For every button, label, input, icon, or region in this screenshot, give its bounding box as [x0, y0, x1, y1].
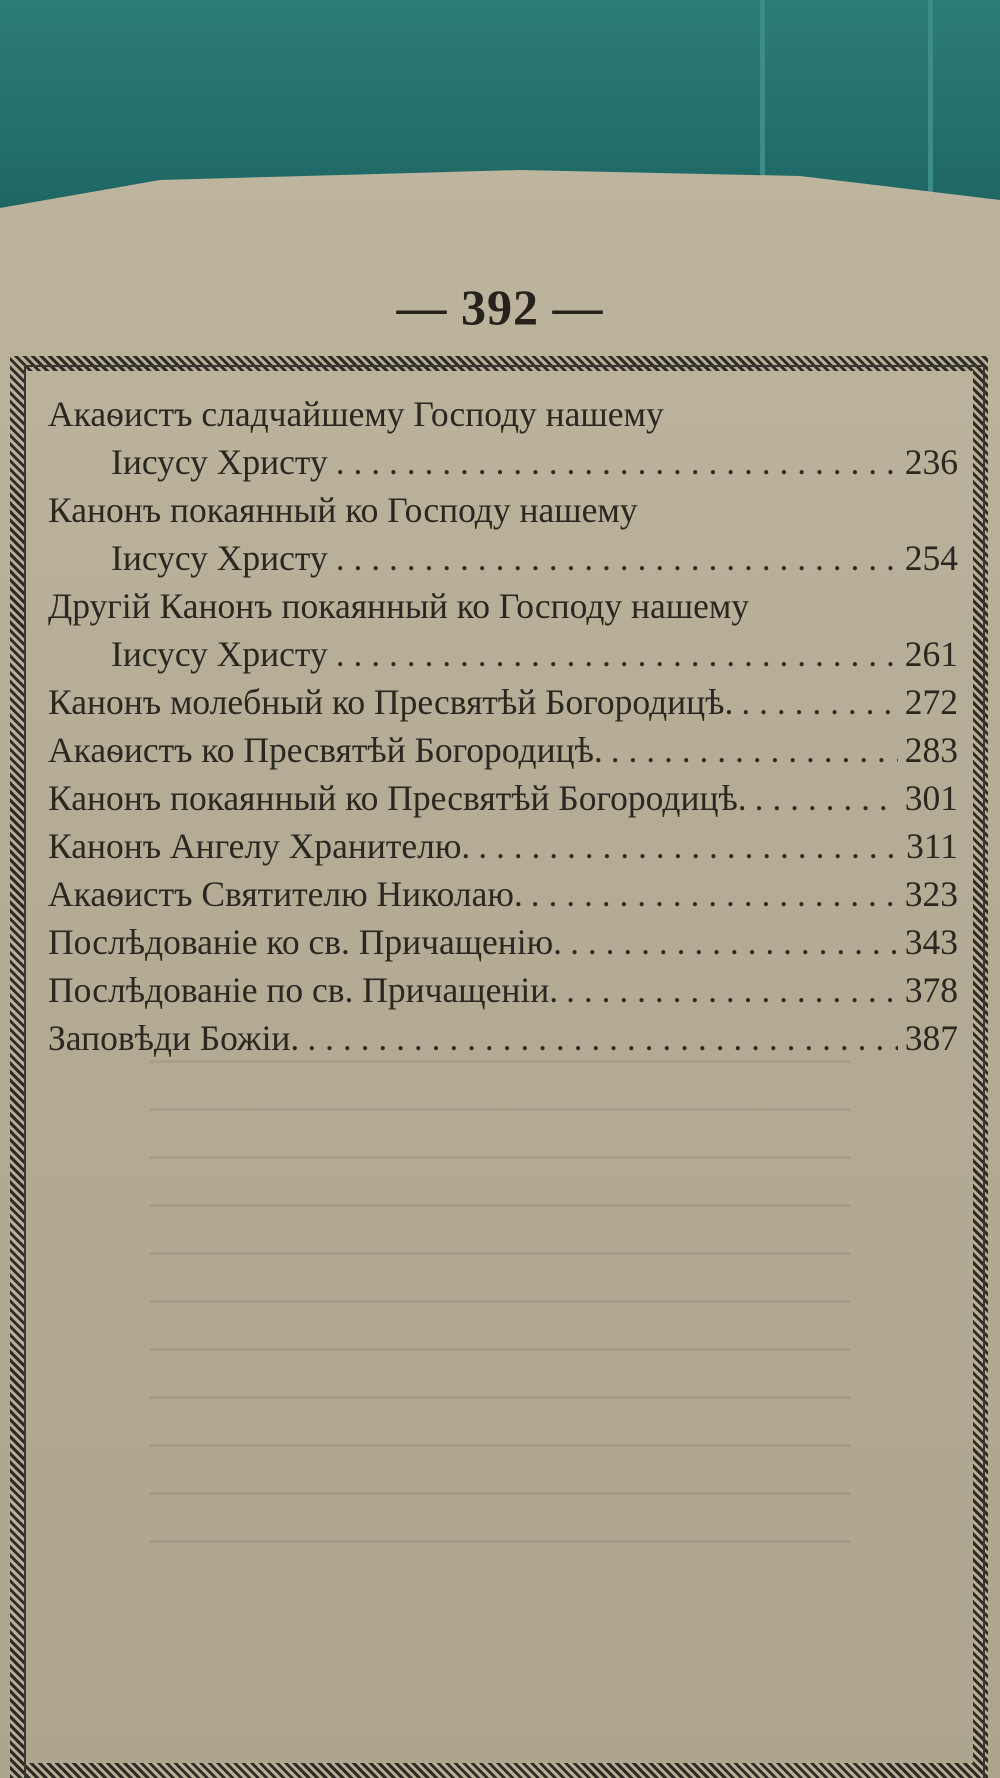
toc-page-number: 378	[904, 970, 958, 1010]
dot-leader	[747, 774, 898, 822]
dot-leader	[328, 630, 898, 678]
toc-title: Другій Канонъ покаянный ко Господу нашему	[48, 586, 750, 626]
page-number: — 392 —	[396, 279, 604, 335]
toc-title: Канонъ покаянный ко Господу нашему	[48, 490, 638, 530]
toc-line	[48, 870, 958, 918]
toc-title: Канонъ Ангелу Хранителю.	[48, 826, 471, 866]
dot-leader	[562, 918, 898, 966]
toc-line	[48, 390, 958, 438]
toc-entry	[48, 774, 958, 822]
dot-leader	[470, 822, 898, 870]
toc-entry	[48, 582, 958, 678]
toc-page-number: 272	[904, 682, 958, 722]
toc-entry	[48, 822, 958, 870]
table-of-contents	[48, 390, 958, 1062]
toc-entry	[48, 678, 958, 726]
toc-line	[48, 918, 958, 966]
toc-entry	[48, 918, 958, 966]
toc-title: Послѣдованіе ко св. Причащенію.	[48, 922, 563, 962]
toc-page-number: 254	[904, 538, 958, 578]
toc-line	[48, 774, 958, 822]
toc-title: Іисусу Христу	[111, 538, 328, 578]
toc-line	[48, 486, 958, 534]
toc-line	[48, 822, 958, 870]
toc-page-number: 301	[904, 778, 958, 818]
toc-entry	[48, 966, 958, 1014]
dot-leader	[328, 534, 898, 582]
toc-title: Заповѣди Божіи.	[48, 1018, 300, 1058]
toc-line	[48, 582, 958, 630]
dot-leader	[733, 678, 898, 726]
toc-title: Акаѳистъ ко Пресвятѣй Богородицѣ.	[48, 730, 603, 770]
toc-title: Послѣдованіе по св. Причащеніи.	[48, 970, 559, 1010]
toc-page-number: 343	[904, 922, 958, 962]
toc-title: Іисусу Христу	[111, 442, 328, 482]
toc-title: Канонъ покаянный ко Пресвятѣй Богородицѣ.	[48, 778, 747, 818]
toc-entry	[48, 870, 958, 918]
toc-page-number: 261	[904, 634, 958, 674]
toc-title: Акаѳистъ сладчайшему Господу нашему	[48, 394, 664, 434]
toc-line	[48, 966, 958, 1014]
dot-leader	[603, 726, 898, 774]
dot-leader	[558, 966, 898, 1014]
toc-line	[48, 678, 958, 726]
dot-leader	[328, 438, 898, 486]
toc-line	[48, 726, 958, 774]
toc-entry	[48, 1014, 958, 1062]
toc-line	[48, 438, 958, 486]
toc-line	[48, 534, 958, 582]
toc-page-number: 323	[904, 874, 958, 914]
toc-title: Іисусу Христу	[111, 634, 328, 674]
toc-entry	[48, 726, 958, 774]
toc-entry	[48, 390, 958, 486]
dot-leader	[299, 1014, 898, 1062]
show-through-text	[150, 1060, 850, 1560]
toc-line	[48, 630, 958, 678]
toc-page-number: 236	[904, 442, 958, 482]
toc-title: Канонъ молебный ко Пресвятѣй Богородицѣ.	[48, 682, 734, 722]
toc-line	[48, 1014, 958, 1062]
toc-page-number: 311	[906, 826, 958, 866]
toc-page-number: 283	[904, 730, 958, 770]
dot-leader	[523, 870, 898, 918]
toc-entry	[48, 486, 958, 582]
toc-page-number: 387	[904, 1018, 958, 1058]
toc-title: Акаѳистъ Святителю Николаю.	[48, 874, 523, 914]
